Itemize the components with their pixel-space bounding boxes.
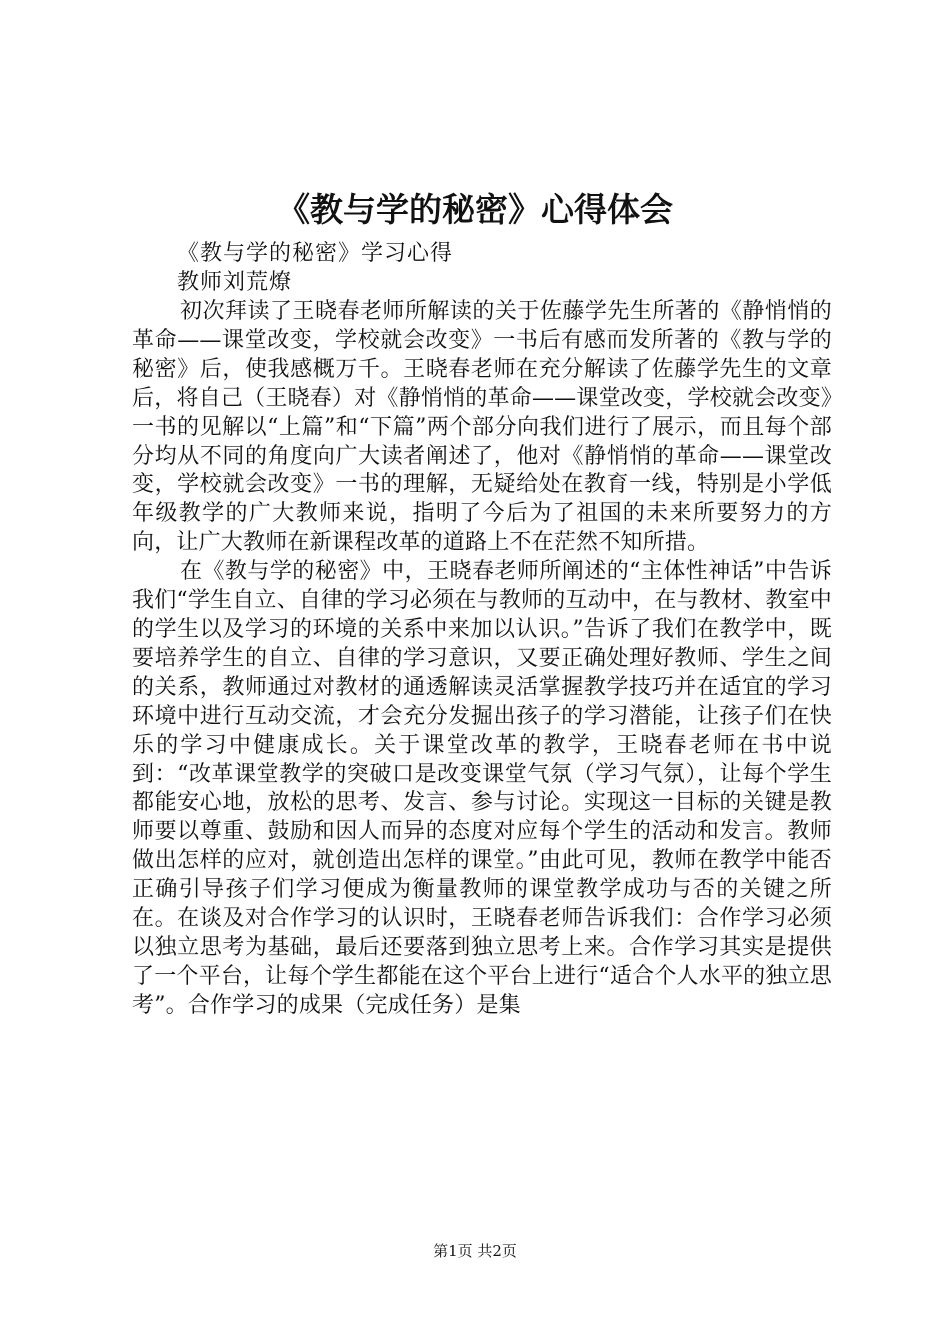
body-paragraph-1: 初次拜读了王晓春老师所解读的关于佐藤学先生所著的《静悄悄的革命——课堂改变，学校就会改变》一书后有感而发所著的《教与学的秘密》后，使我感概万千。王晓春老师在充分解读了佐藤学先生的文章后，将自己（王晓春）对《静悄悄的革命——课堂改变，学校就会改变》一书的见解以“上篇”和“下篇”两个部分向我们进行了展示，而且每个部分均从不同的角度向广大读者阐述了，他对《静悄悄的革命——课堂改变，学校就会改变》一书的理解，无疑给处在教育一线，特别是小学低年级教学的广大教师来说，指明了今后为了祖国的未来所要努力的方向，让广大教师在新课程改革的道路上不在茫然不知所措。 (132, 299, 832, 556)
document-title: 《教与学的秘密》心得体会 (277, 190, 673, 229)
body-paragraph-2: 在《教与学的秘密》中，王晓春老师所阐述的“主体性神话”中告诉我们“学生自立、自律的学习必须在与教师的互动中，在与教材、教室中的学生以及学习的环境的关系中来加以认识。”告诉了我们在教学中，既要培养学生的自立、自律的学习意识，又要正确处理好教师、学生之间的关系，教师通过对教材的通透解读灵活掌握教学技巧并在适宜的学习环境中进行互动交流，才会充分发掘出孩子的学习潜能，让孩子们在快乐的学习中健康成长。关于课堂改革的教学，王晓春老师在书中说到：“改革课堂教学的突破口是改变课堂气氛（学习气氛），让每个学生都能安心地，放松的思考、发言、参与讨论。实现这一目标的关键是教师要以尊重、鼓励和因人而异的态度对应每个学生的活动和发言。教师做出怎样的应对，就创造出怎样的课堂。”由此可见，教师在教学中能否正确引导孩子们学习便成为衡量教师的课堂教学成功与否的关键之所在。在谈及对合作学习的认识时，王晓春老师告诉我们：合作学习必须以独立思考为基础，最后还要落到独立思考上来。合作学习其实是提供了一个平台，让每个学生都能在这个平台上进行“适合个人水平的独立思考”。合作学习的成果（完成任务）是集 (132, 559, 832, 1018)
document-subtitle: 《教与学的秘密》学习心得 (177, 241, 454, 266)
page-number-footer: 第1页 共2页 (433, 1242, 517, 1260)
document-author: 教师刘荒燎 (177, 270, 293, 295)
document-body (132, 298, 832, 1021)
